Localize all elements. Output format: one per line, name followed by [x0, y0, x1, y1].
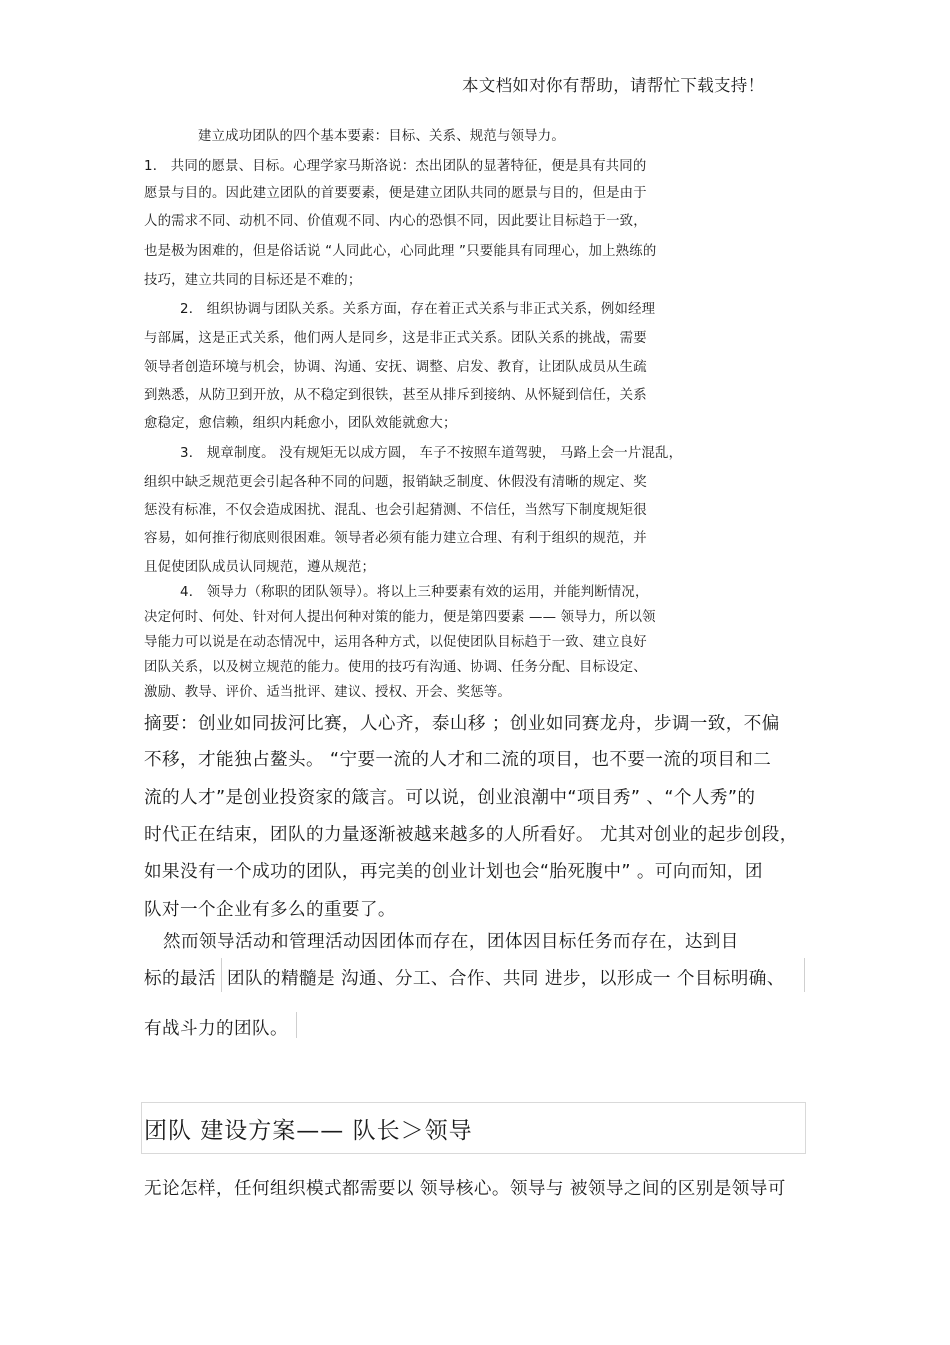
section-relations-line: 2． 组织协调与团队关系。关系方面，存在着正式关系与非正式关系，例如经理: [180, 302, 656, 317]
text-box-edge: [221, 958, 222, 992]
abstract-line: 摘要：创业如同拔河比赛，人心齐，泰山移 ；创业如同赛龙舟，步调一致，不偏: [144, 714, 780, 734]
section-goals-line: 愿景与目的。因此建立团队的首要要素，便是建立团队共同的愿景与目的，但是由于: [144, 186, 647, 201]
section-leadership-line: 团队关系，以及树立规范的能力。使用的技巧有沟通、协调、任务分配、目标设定、: [144, 660, 647, 675]
section-goals-line: 1． 共同的愿景、目标。心理学家马斯洛说：杰出团队的显著特征，便是具有共同的: [144, 159, 647, 174]
body-line: 无论怎样，任何组织模式都需要以 领导核心。领导与 被领导之间的区别是领导可: [144, 1179, 786, 1199]
header-note: 本文档如对你有帮助，请帮忙下载支持！: [462, 76, 765, 95]
leadership-paragraph-line: 团队的精髓是 沟通、分工、合作、共同 进步，以形成一 个目标明确、: [227, 969, 785, 989]
section-leadership-line: 4． 领导力（称职的团队领导）。将以上三种要素有效的运用，并能判断情况，: [180, 585, 649, 600]
section-rules-line: 组织中缺乏规范更会引起各种不同的问题，报销缺乏制度、休假没有清晰的规定、奖: [144, 475, 647, 490]
abstract-line: 流的人才”是创业投资家的箴言。可以说，创业浪潮中“项目秀” 、“个人秀”的: [144, 788, 756, 808]
leadership-paragraph-line: 然而领导活动和管理活动因团体而存在，团体因目标任务而存在，达到目: [163, 932, 739, 952]
section-heading-box: [141, 1102, 806, 1154]
leadership-paragraph-line: 有战斗力的团队。: [144, 1019, 288, 1039]
abstract-line: 如果没有一个成功的团队，再完美的创业计划也会“胎死腹中” 。可向而知，团: [144, 862, 763, 882]
section-relations-line: 到熟悉，从防卫到开放，从不稳定到很铁，甚至从排斥到接纳、从怀疑到信任，关系: [144, 388, 647, 403]
abstract-line: 不移，才能独占鳌头。 “宁要一流的人才和二流的项目，也不要一流的项目和二: [144, 750, 772, 770]
section-goals-line: 技巧，建立共同的目标还是不难的；: [144, 273, 362, 288]
section-rules-line: 惩没有标准，不仅会造成困扰、混乱、也会引起猜测、不信任，当然写下制度规矩很: [144, 503, 647, 518]
section-rules-line: 3． 规章制度。 没有规矩无以成方圆， 车子不按照车道驾驶， 马路上会一片混乱，: [180, 446, 683, 461]
abstract-line: 时代正在结束，团队的力量逐渐被越来越多的人所看好。 尤其对创业的起步创段，: [144, 825, 798, 845]
section-relations-line: 领导者创造环境与机会，协调、沟通、安抚、调整、启发、教育，让团队成员从生疏: [144, 360, 647, 375]
text-box-edge: [804, 958, 805, 992]
abstract-line: 队对一个企业有多么的重要了。: [144, 900, 396, 920]
section-goals-line: 人的需求不同、动机不同、价值观不同、内心的恐惧不同，因此要让目标趋于一致，: [144, 214, 647, 229]
section-goals-line: 也是极为困难的，但是俗话说 “人同此心，心同此理 ”只要能具有同理心，加上熟练的: [144, 244, 657, 259]
section-relations-line: 与部属，这是正式关系，他们两人是同乡，这是非正式关系。团队关系的挑战，需要: [144, 331, 647, 346]
text-box-edge: [296, 1012, 297, 1038]
section-relations-line: 愈稳定，愈信赖，组织内耗愈小，团队效能就愈大；: [144, 416, 457, 431]
intro-title: 建立成功团队的四个基本要素：目标、关系、规范与领导力。: [198, 129, 565, 144]
section-rules-line: 容易，如何推行彻底则很困难。领导者必须有能力建立合理、有利于组织的规范，并: [144, 531, 647, 546]
section-heading: 团队 建设方案—— 队长＞领导: [144, 1118, 473, 1144]
leadership-paragraph-line: 标的最活: [144, 969, 216, 989]
section-rules-line: 且促使团队成员认同规范，遵从规范；: [144, 560, 376, 575]
section-leadership-line: 激励、教导、评价、适当批评、建议、授权、开会、奖惩等。: [144, 685, 511, 700]
section-leadership-line: 导能力可以说是在动态情况中，运用各种方式，以促使团队目标趋于一致、建立良好: [144, 635, 647, 650]
section-leadership-line: 决定何时、何处、针对何人提出何种对策的能力，便是第四要素 —— 领导力，所以领: [144, 610, 656, 625]
